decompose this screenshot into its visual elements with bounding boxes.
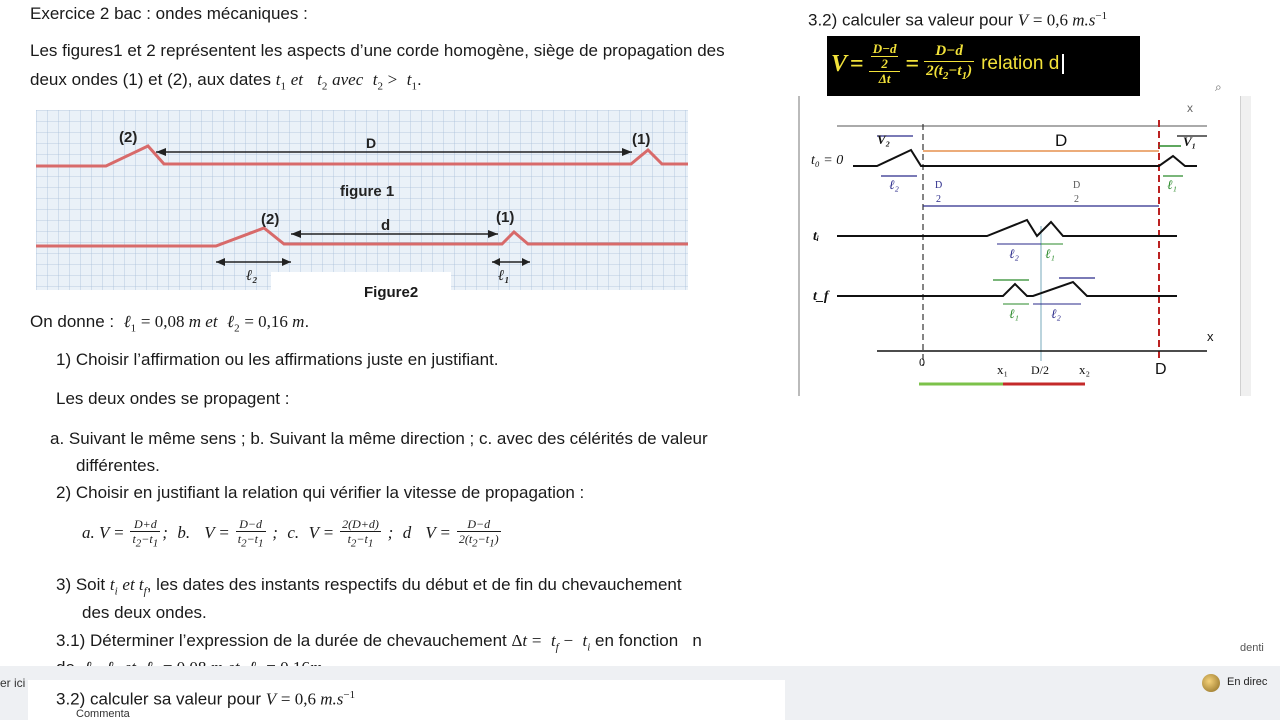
fig2-axis-x: x — [1207, 329, 1214, 344]
fig1-label-wave1-top: (1) — [632, 131, 651, 148]
question-1-options-cont: différentes. — [76, 456, 160, 475]
formula-box: V = $\frac{\frac{D-d}{2}}{\Delta t}$ = $\frac{D-d}{2(t_2-t_1)}$ relation d — [827, 36, 1140, 100]
fig2-row-t0: t₀ = 0 — [811, 153, 844, 168]
right-question: 3.2) calculer sa valeur pour V = 0,6 $m.s^{-1}$ — [808, 10, 1108, 30]
fig2-axis-0: 0 — [919, 355, 925, 369]
svg-text:ℓ₂: ℓ₂ — [889, 177, 899, 192]
figure-2-schematic — [797, 96, 1240, 396]
page-title: Exercice 2 bac : ondes mécaniques : — [30, 4, 308, 23]
intro-line-2: deux ondes (1) et (2), aux dates $t_1$ et $t_2$ avec $t_2 > t_1$. — [30, 70, 422, 93]
question-3: 3) Soit $t_i$ et $t_f$, les dates des instants respectifs du début et de fin du chevauchement — [56, 575, 682, 598]
edge-text: denti — [1240, 642, 1264, 654]
fig2-row-tf: t_f — [813, 289, 829, 304]
fig2-vector-v2: V₂ — [877, 132, 891, 147]
question-1-sub: Les deux ondes se propagent : — [56, 389, 290, 408]
fig1-label-wave1-bottom: (1) — [496, 209, 515, 226]
svg-text:D: D — [935, 180, 943, 191]
question-1: 1) Choisir l’affirmation ou les affirmations juste en justifiant. — [56, 350, 499, 369]
question-2-choices: a. V = $\frac{D+d}{t_2-t_1}$ ; b. V = $\frac{D-d}{t_2-t_1}$ ; c. V = $\frac{2(D+d)}{t_2-t_1}$ ; d V = $\frac{D-d}{2(t_2-t_1)}$ — [82, 517, 499, 550]
scrollbar[interactable] — [1240, 96, 1251, 396]
fig2-axis-D2: D/2 — [1031, 363, 1049, 377]
live-icon[interactable] — [1202, 674, 1220, 692]
fig2-axis-x1: x₁ — [997, 362, 1009, 377]
question-3-2: 3.2) calculer sa valeur pour V = 0,6 $m.s^{-1}$ — [56, 689, 356, 709]
fig2-row-ti: tᵢ — [813, 229, 820, 244]
fig1-label-l2: ℓ₂ — [246, 268, 258, 284]
text-cursor — [1062, 54, 1064, 74]
fig1-label-d: d — [381, 217, 391, 234]
svg-text:ℓ₁: ℓ₁ — [1009, 306, 1019, 321]
fig2-axis-D: D — [1155, 361, 1167, 378]
svg-text:ℓ₂: ℓ₂ — [1051, 306, 1061, 321]
question-3-cont: des deux ondes. — [82, 603, 207, 622]
svg-text:ℓ₂: ℓ₂ — [1009, 246, 1019, 261]
svg-text:2: 2 — [936, 194, 941, 205]
question-1-options: a. Suivant le même sens ; b. Suivant la même direction ; c. avec des célérités de valeur — [50, 429, 708, 448]
fig1-label-wave2-top: (2) — [119, 129, 138, 146]
figure-2-caption: Figure2 — [364, 284, 419, 301]
fig2-axis-x2: x₂ — [1079, 362, 1091, 377]
figure-1-grid — [36, 110, 688, 290]
fig2-label-D: D — [1055, 131, 1068, 150]
given-values: On donne : ℓ$_1$ = 0,08 m et ℓ$_2$ = 0,16 m. — [30, 312, 310, 335]
svg-text:x: x — [1187, 101, 1193, 115]
taskbar-live-text[interactable]: En direc — [1227, 676, 1268, 688]
fig1-caption: figure 1 — [340, 183, 395, 200]
taskbar-search-text[interactable]: er ici — [0, 676, 26, 690]
search-icon[interactable]: ⌕ — [1215, 80, 1222, 94]
svg-text:ℓ₁: ℓ₁ — [1167, 177, 1177, 192]
fig1-label-D: D — [366, 135, 377, 151]
question-2: 2) Choisir en justifiant la relation qui vérifier la vitesse de propagation : — [56, 483, 585, 502]
fig1-label-wave2-bottom: (2) — [261, 211, 280, 228]
fig1-label-l1: ℓ₁ — [498, 268, 510, 284]
formula-box-text: relation d — [981, 53, 1060, 74]
comments-label[interactable]: Commenta — [76, 708, 130, 720]
svg-text:ℓ₁: ℓ₁ — [1045, 246, 1055, 261]
fig2-vector-v1: V₁ — [1183, 134, 1197, 149]
intro-line-1: Les figures1 et 2 représentent les aspects d’une corde homogène, siège de propagation des — [30, 41, 725, 60]
question-3-1: 3.1) Déterminer l’expression de la durée de chevauchement $\Delta t = t_f - t_i$ en fonction n — [56, 631, 702, 654]
svg-text:D: D — [1073, 180, 1081, 191]
svg-text:2: 2 — [1074, 194, 1079, 205]
